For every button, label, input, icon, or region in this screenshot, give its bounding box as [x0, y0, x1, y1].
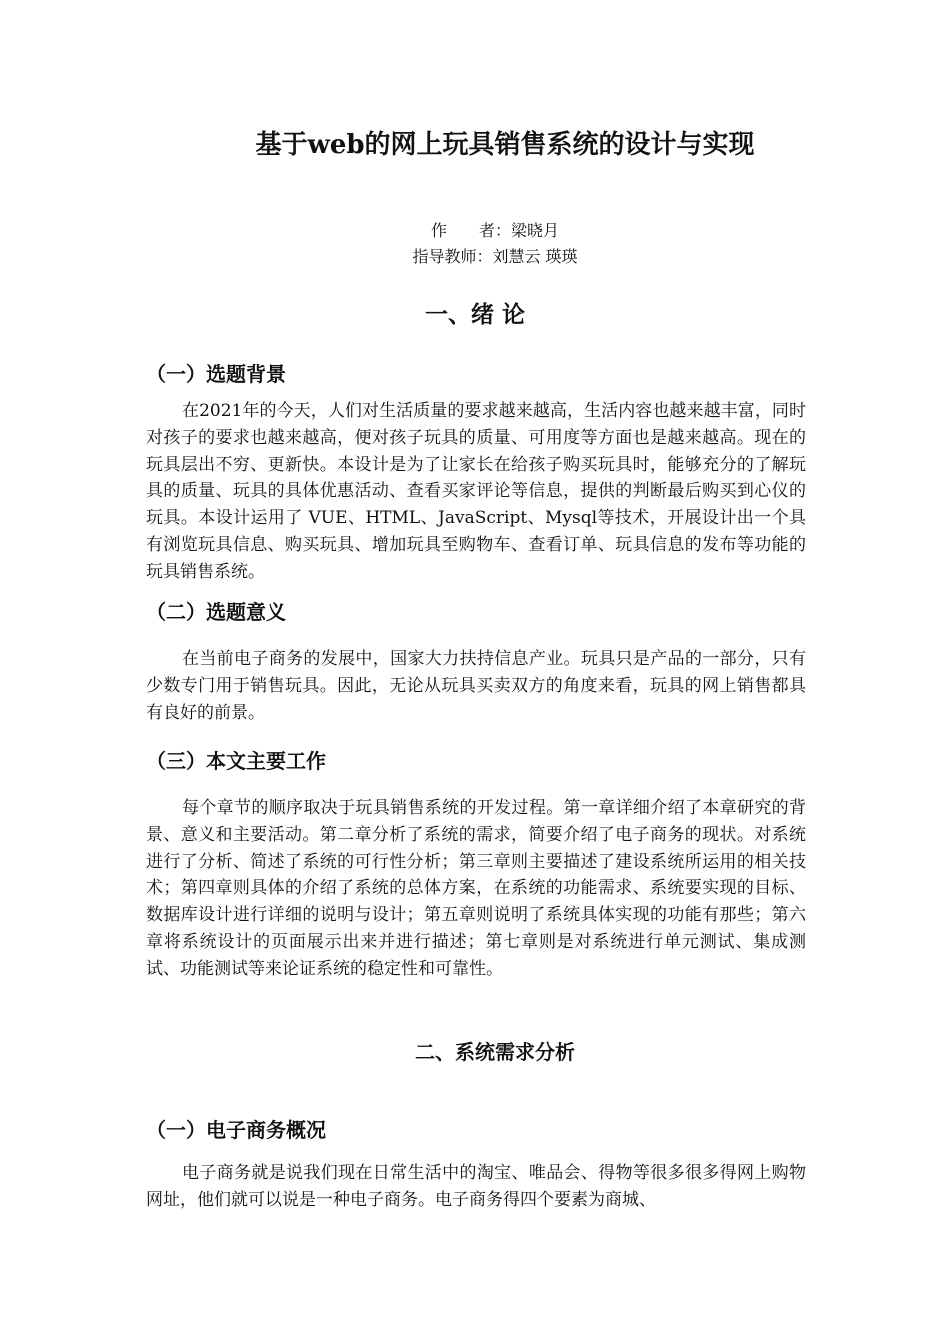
section-heading-background: （一）选题背景: [146, 362, 286, 386]
paragraph-ecommerce-overview: 电子商务就是说我们现在日常生活中的淘宝、唯品会、得物等很多很多得网上购物网址，他们就可以说是一种电子商务。电子商务得四个要素为商城、: [146, 1163, 806, 1210]
author-line: 作 者：梁晓月: [430, 221, 559, 240]
section-heading-ecommerce-overview: （一）电子商务概况: [146, 1118, 326, 1142]
document-title: 基于web的网上玩具销售系统的设计与实现: [255, 130, 755, 160]
section-heading-significance: （二）选题意义: [146, 600, 286, 624]
chapter-heading-introduction: 一、绪 论: [424, 301, 525, 328]
chapter-heading-requirements: 二、系统需求分析: [415, 1040, 575, 1064]
paragraph-main-work: 每个章节的顺序取决于玩具销售系统的开发过程。第一章详细介绍了本章研究的背景、意义和主要活动。第二章分析了系统的需求，简要介绍了电子商务的现状。对系统进行了分析、简述了系统的可行性分析；第三章则主要描述了建设系统所运用的相关技术；第四章则具体的介绍了系统的总体方案，在系统的功能需求、系统要实现的目标、数据库设计进行详细的说明与设计；第五章则说明了系统具体实现的功能有那些；第六章将系统设计的页面展示出来并进行描述；第七章则是对系统进行单元测试、集成测试、功能测试等来论证系统的稳定性和可靠性。: [146, 798, 806, 979]
paragraph-background: 在2021年的今天，人们对生活质量的要求越来越高，生活内容也越来越丰富，同时对孩子的要求也越来越高，便对孩子玩具的质量、可用度等方面也是越来越高。现在的玩具层出不穷、更新快。本设计是为了让家长在给孩子购买玩具时，能够充分的了解玩具的质量、玩具的具体优惠活动、查看买家评论等信息，提供的判断最后购买到心仪的玩具。本设计运用了 VUE、HTML、JavaScript、Mysql等技术，开展设计出一个具有浏览玩具信息、购买玩具、增加玩具至购物车、查看订单、玩具信息的发布等功能的玩具销售系统。: [146, 401, 806, 582]
section-heading-main-work: （三）本文主要工作: [146, 749, 326, 773]
advisor-line: 指导教师：刘慧云 瑛瑛: [412, 247, 578, 266]
paragraph-significance: 在当前电子商务的发展中，国家大力扶持信息产业。玩具只是产品的一部分，只有少数专门用于销售玩具。因此，无论从玩具买卖双方的角度来看，玩具的网上销售都具有良好的前景。: [146, 649, 806, 723]
